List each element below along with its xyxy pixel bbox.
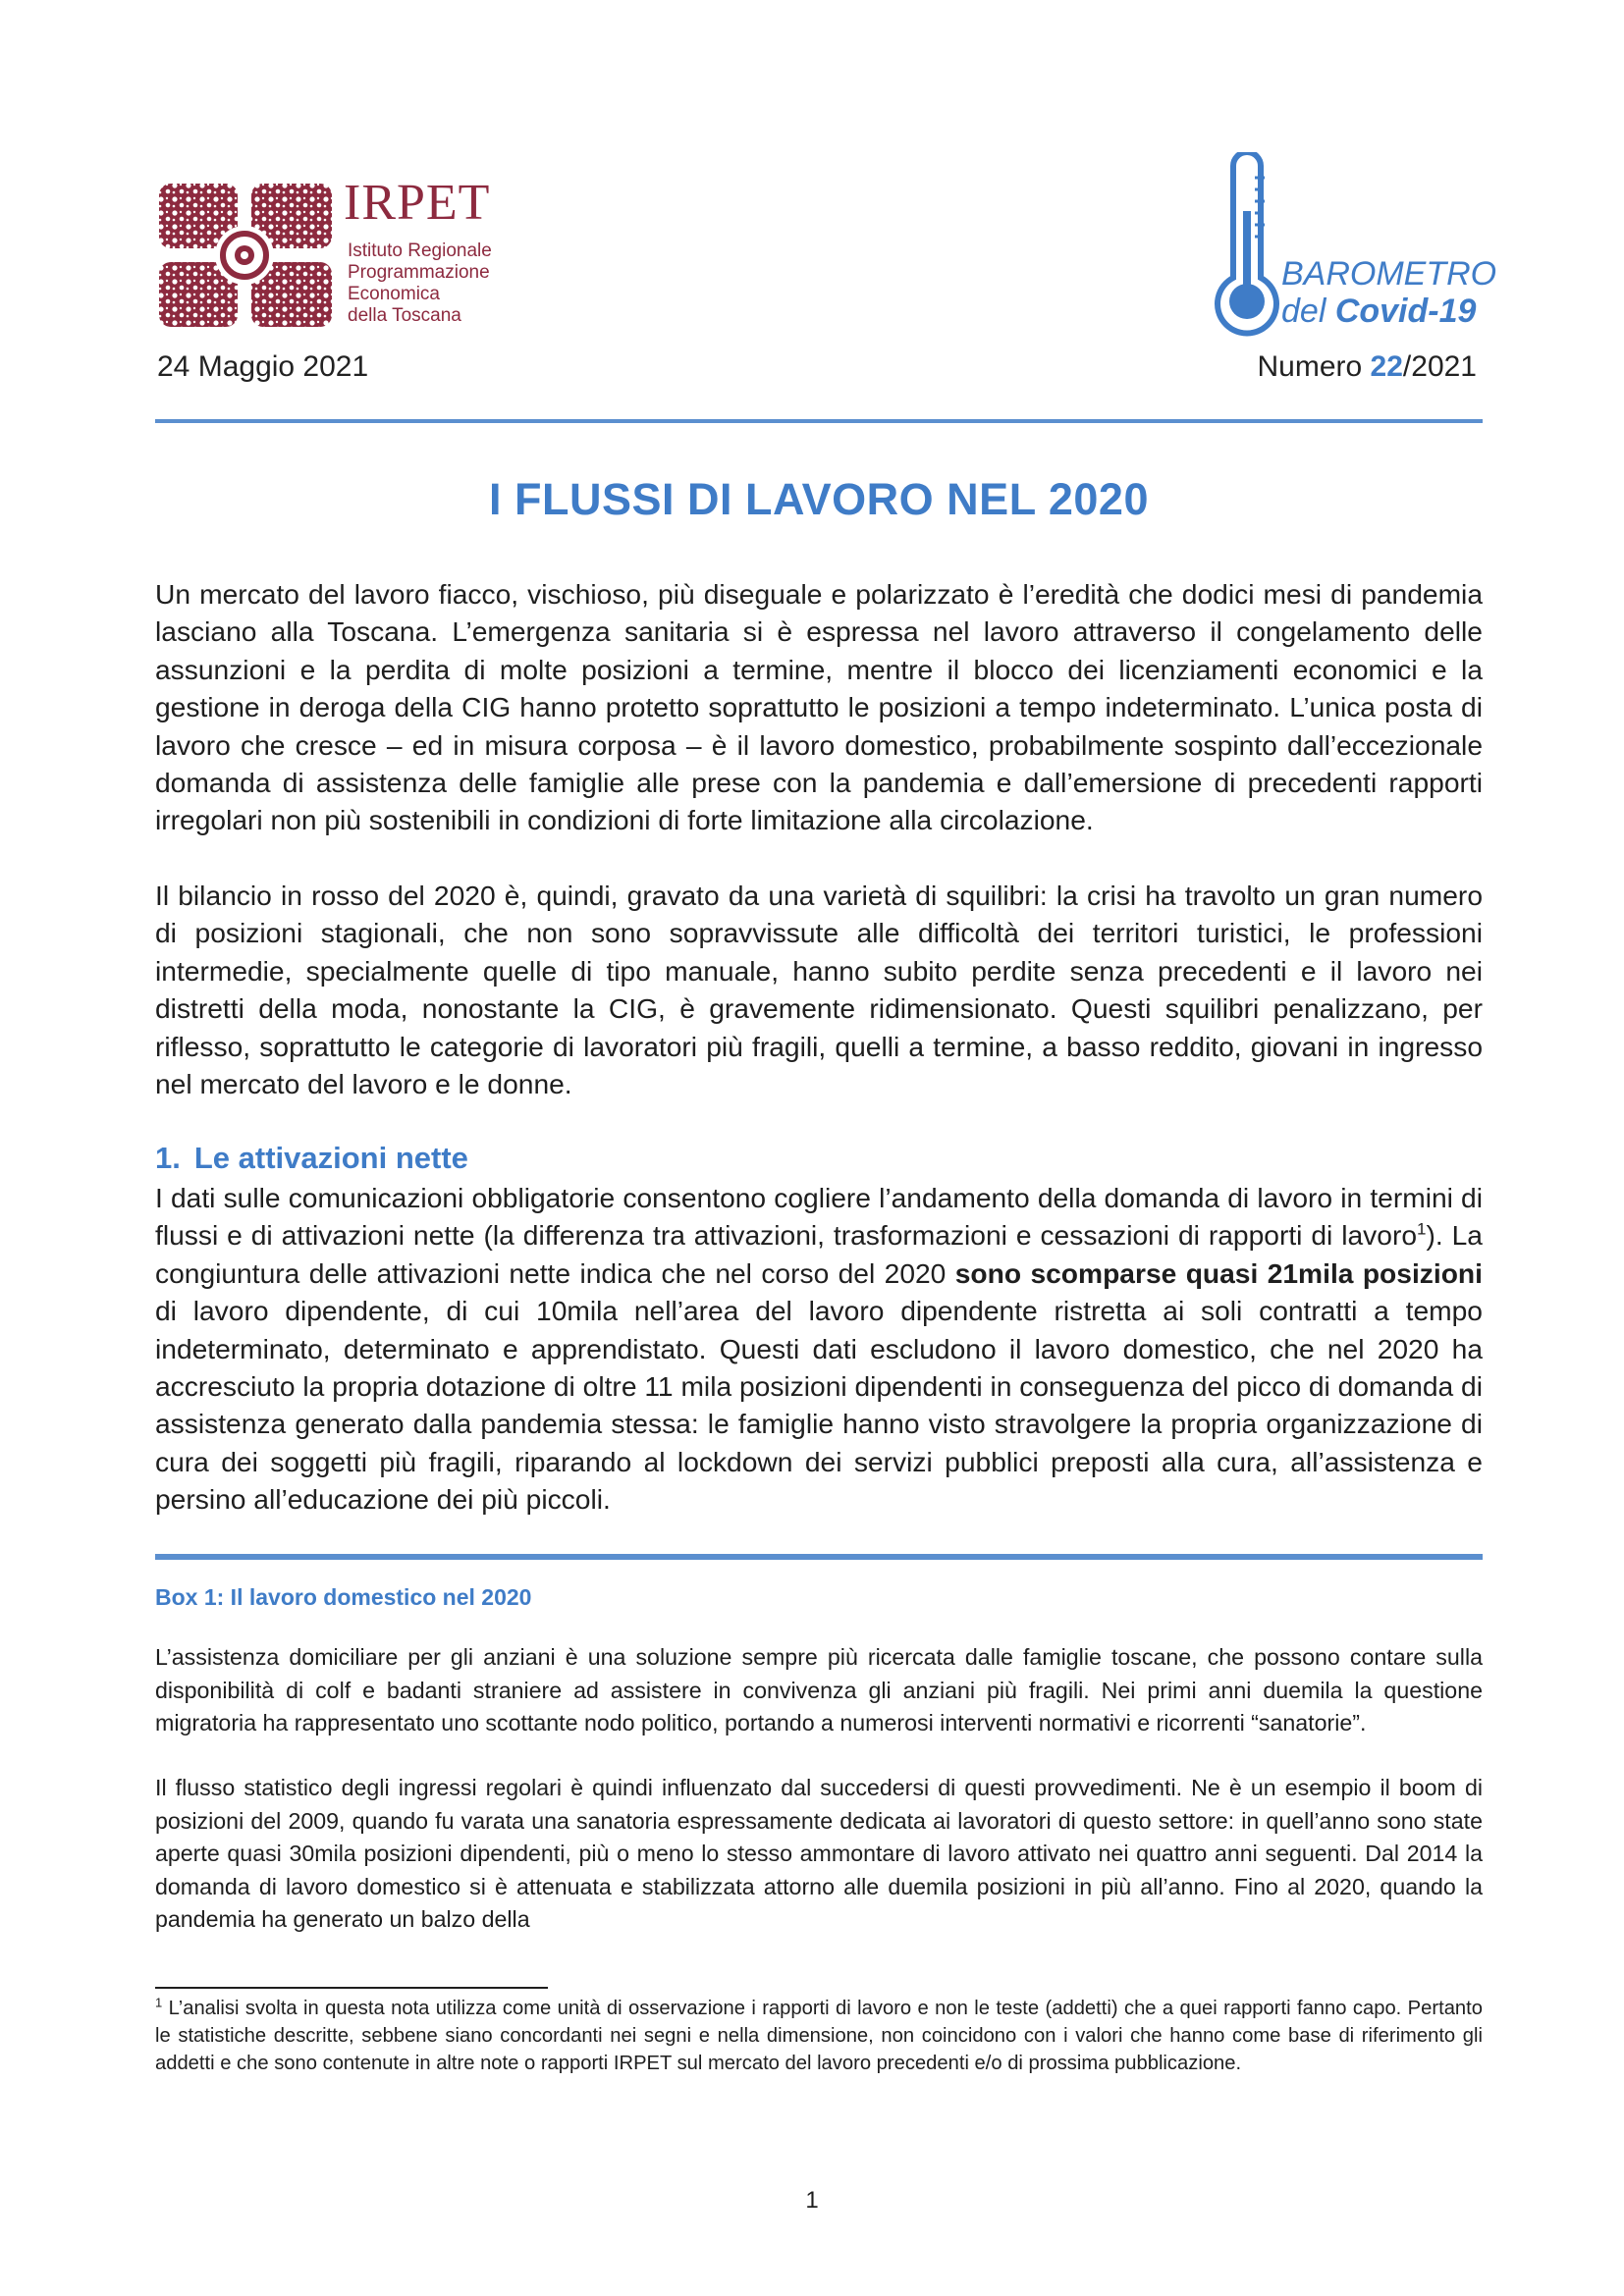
barometer-logo [1198, 152, 1497, 339]
footnote-divider [155, 1987, 548, 1989]
section-heading [155, 1141, 468, 1176]
irpet-subtitle-line: Istituto Regionale [348, 240, 492, 261]
text-segment: I dati sulle comunicazioni obbligatorie consentono cogliere l’andamento della domanda di lavoro in termini di flussi e di attivazioni nette (la differenza tra attivazioni, trasformazioni e cessazioni di rapporti di lavoro [155, 1182, 1483, 1252]
text-bold: sono scomparse quasi 21mila posizioni [954, 1256, 1483, 1289]
section-title: Le attivazioni nette [193, 1141, 468, 1175]
page-number: 1 [805, 2187, 819, 2214]
text-segment: di lavoro dipendente, di cui 10mila nell’area del lavoro dipendente ristretta ai soli contratti a tempo indeterminato, determinato e apprendistato. Questi dati escludono il lavoro domestico, che nel 2020 ha accresciuto la propria dotazione di oltre 11 mila posizioni dipendenti in conseguenza del picco di domanda di assistenza generato dalla pandemia stessa: le famiglie hanno visto stravolgere la propria organizzazione di cura dei soggetti più fragili, riparando al lockdown dei servizi pubblici preposti alla cura, all’assistenza e persino all’educazione dei più piccoli. [155, 1295, 1483, 1516]
issue-year: /2021 [1402, 350, 1477, 383]
paragraph-text: L’assistenza domiciliare per gli anziani è una soluzione sempre più ricercata dalle famiglie toscane, che possono contare sulla disponibilità di colf e badanti straniere ad assistere in convivenza gli anziani più fragili. Nei primi anni duemila la questione migratoria ha rappresentato uno scottante nodo politico, portando a numerosi interventi normativi e ricorrenti “sanatorie”. [155, 1644, 1483, 1735]
box-title: Box 1: Il lavoro domestico nel 2020 [155, 1584, 532, 1610]
barometer-subtitle-prefix: del [1281, 293, 1335, 330]
irpet-mosaic-logo-icon [157, 182, 334, 329]
paragraph-text: Il bilancio in rosso del 2020 è, quindi, gravato da una varietà di squilibri: la crisi ha travolto un gran numero di posizioni stagionali, che non sono sopravvissute alle difficoltà dei territori turistici, le professioni intermedie, specialmente quelle di tipo manuale, hanno subito perdite senza precedenti e il lavoro nei distretti della moda, nonostante la CIG, è gravemente ridimensionato. Questi squilibri penalizzano, per riflesso, soprattutto le categorie di lavoratori più fragili, quelli a termine, a basso reddito, giovani in ingresso nel mercato del lavoro e le donne. [155, 880, 1483, 1100]
intro-paragraph-2 [155, 877, 1483, 1102]
barometer-title: BAROMETRO [1281, 255, 1497, 293]
footnote [155, 1995, 1483, 2077]
irpet-subtitle-line: Economica [348, 284, 440, 304]
intro-paragraph-1 [155, 575, 1483, 839]
irpet-logo [157, 175, 550, 329]
publication-date: 24 Maggio 2021 [157, 350, 369, 383]
barometer-subtitle [1281, 293, 1476, 331]
footnote-text: L’analisi svolta in questa nota utilizza come unità di osservazione i rapporti di lavoro e non le teste (addetti) che a quei rapporti fanno capo. Pertanto le statistiche descritte, sebbene siano concordanti nei segni e nella dimensione, non coincidono con i valori che hanno come base di riferimento gli addetti e che sono contenute in altre note o rapporti IRPET sul mercato del lavoro precedenti e/o di prossima pubblicazione. [155, 1998, 1483, 2074]
irpet-subtitle [348, 240, 492, 327]
footnote-mark: 1 [155, 1995, 163, 2010]
section-1-paragraph [155, 1179, 1483, 1519]
paragraph-text [155, 1179, 1483, 1519]
box-paragraph-1 [155, 1641, 1483, 1740]
text-segment: ). La congiuntura delle attivazioni nette indica che nel corso del 2020 [155, 1219, 1483, 1289]
barometer-subtitle-bold: Covid-19 [1334, 293, 1477, 330]
section-number: 1. [155, 1141, 181, 1175]
issue-number [1258, 350, 1478, 384]
footnote-reference[interactable]: 1 [1417, 1220, 1427, 1240]
irpet-subtitle-line: Programmazione [348, 262, 490, 283]
issue-number-value: 22 [1370, 350, 1403, 383]
irpet-brand: IRPET [344, 175, 491, 231]
box-divider [155, 1554, 1483, 1560]
box-paragraph-2 [155, 1772, 1483, 1937]
irpet-subtitle-line: della Toscana [348, 305, 461, 326]
paragraph-text: Un mercato del lavoro fiacco, vischioso, più diseguale e polarizzato è l’eredità che dodici mesi di pandemia lasciano alla Toscana. L’emergenza sanitaria si è espressa nel lavoro attraverso il congelamento delle assunzioni e la perdita di molte posizioni a termine, mentre il blocco dei licenziamenti economici e la gestione in deroga della CIG hanno protetto soprattutto le posizioni a tempo indeterminato. L’unica posta di lavoro che cresce – ed in misura corposa – è il lavoro domestico, probabilmente sospinto dall’eccezionale domanda di assistenza delle famiglie alle prese con la pandemia e dall’emersione di precedenti rapporti irregolari non più sostenibili in condizioni di forte limitazione alla circolazione. [155, 578, 1483, 836]
issue-label: Numero [1257, 350, 1371, 383]
page-title: I FLUSSI DI LAVORO NEL 2020 [489, 474, 1149, 524]
header-divider [155, 419, 1483, 423]
paragraph-text: Il flusso statistico degli ingressi regolari è quindi influenzato dal succedersi di questi provvedimenti. Ne è un esempio il boom di posizioni del 2009, quando fu varata una sanatoria espressamente dedicata ai lavoratori di questo settore: in quell’anno sono state aperte quasi 30mila posizioni dipendenti, più o meno lo stesso ammontare di lavoro attivato nei quattro anni seguenti. Dal 2014 la domanda di lavoro domestico si è attenuata e stabilizzata attorno alle duemila posizioni in più all’anno. Fino al 2020, quando la pandemia ha generato un balzo della [155, 1775, 1483, 1932]
